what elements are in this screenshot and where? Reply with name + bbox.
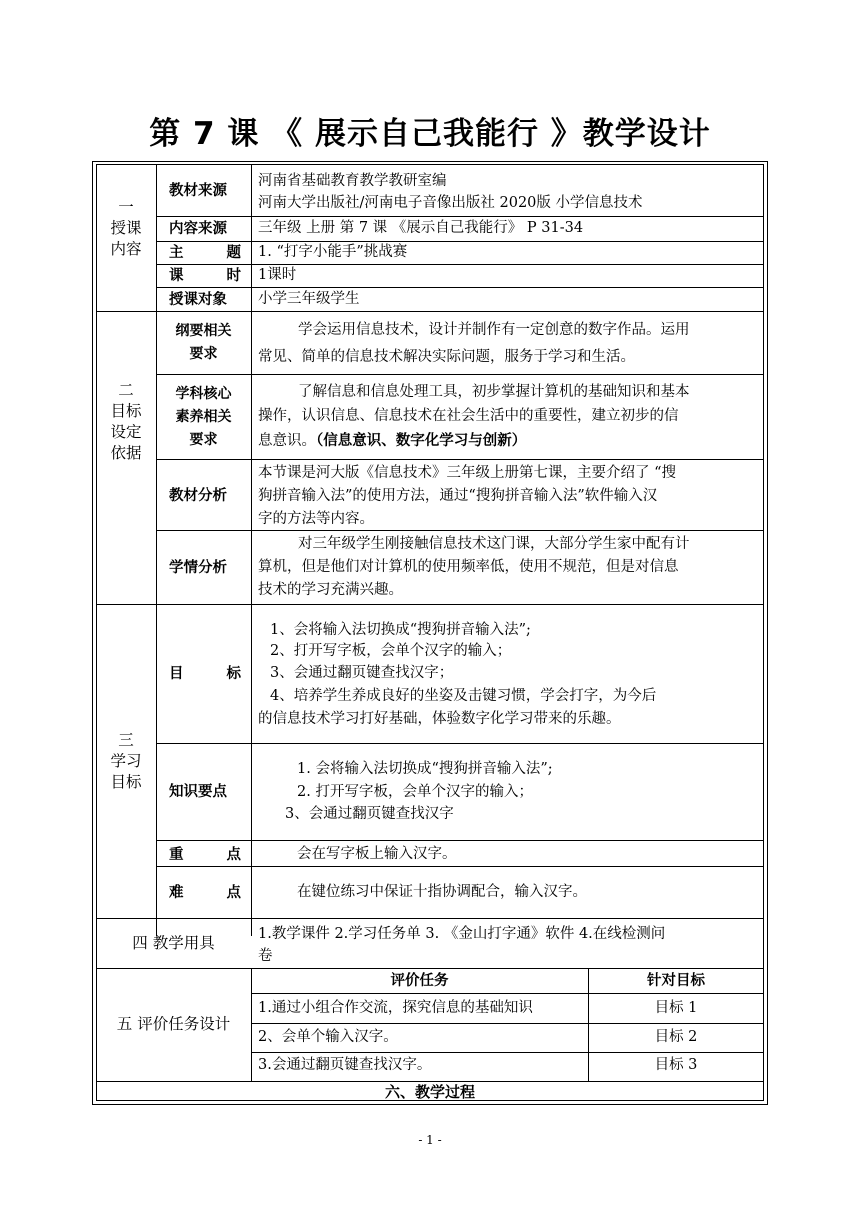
section-line: [96, 311, 764, 312]
row-line: [156, 530, 764, 531]
row-line: [156, 743, 764, 744]
row-line: [156, 287, 764, 288]
section-5-label: 五 评价任务设计: [116, 1015, 231, 1033]
source-text-2: 河南大学出版社/河南电子音像出版社 2020版 小学信息技术: [258, 195, 643, 211]
student-label: 学情分析: [169, 559, 227, 576]
page-number: - 1 -: [418, 1133, 442, 1147]
section-3-label: 三 学习 目标: [110, 731, 142, 791]
knowledge-text-1: 1. 会将输入法切换成“搜狗拼音输入法”;: [297, 761, 553, 777]
student-text-3: 技术的学习充满兴趣。: [258, 582, 403, 598]
content-value: 三年级 上册 第 7 课 《展示自己我能行》 P 31-34: [258, 220, 584, 236]
content-label: 内容来源: [169, 220, 227, 237]
textbook-text-3: 字的方法等内容。: [258, 511, 374, 527]
core-label: 学科核心 素养相关 要求: [175, 386, 232, 448]
syllabus-label: 纲要相关 要求: [175, 323, 232, 362]
section-line: [96, 968, 764, 969]
row-line: [156, 840, 764, 841]
row-line: [251, 1023, 764, 1024]
key-point-label: 重 点: [169, 846, 242, 863]
eval-target-3: 目标 3: [654, 1057, 698, 1073]
col-divider-label: [251, 164, 252, 936]
eval-target-1: 目标 1: [654, 1000, 698, 1016]
section-line: [96, 918, 764, 919]
source-label: 教材来源: [169, 182, 227, 199]
hours-value: 1课时: [258, 267, 297, 283]
key-point-text: 会在写字板上输入汉字。: [297, 846, 457, 862]
difficult-point-text: 在键位练习中保证十指协调配合，输入汉字。: [297, 884, 587, 900]
goal-text-4: 4、培养学生养成良好的坐姿及击键习惯，学会打字，为今后: [270, 688, 657, 704]
section-line: [96, 604, 764, 605]
knowledge-text-2: 2. 打开写字板，会单个汉字的输入；: [297, 784, 533, 800]
topic-value: 1. “打字小能手”挑战赛: [258, 244, 408, 260]
section-1-label: 一 授课 内容: [110, 198, 142, 258]
audience-label: 授课对象: [169, 291, 227, 308]
source-text-1: 河南省基础教育教学教研室编: [258, 173, 447, 189]
goal-text-1: 1、会将输入法切换成“搜狗拼音输入法”;: [270, 622, 531, 638]
eval-task-2: 2、会单个输入汉字。: [258, 1029, 398, 1045]
textbook-label: 教材分析: [169, 487, 227, 504]
row-line: [156, 241, 764, 242]
section-4-label: 四 教学用具: [132, 934, 215, 952]
section-line: [96, 1081, 764, 1082]
row-line: [156, 459, 764, 460]
eval-target-2: 目标 2: [654, 1029, 698, 1045]
textbook-text-2: 狗拼音输入法”的使用方法，通过“搜狗拼音输入法”软件输入汉: [258, 488, 658, 504]
student-text-2: 算机，但是他们对计算机的使用频率低，使用不规范，但是对信息: [258, 559, 679, 575]
student-text-1: 对三年级学生刚接触信息技术这门课，大部分学生家中配有计: [298, 536, 690, 552]
textbook-text-1: 本节课是河大版《信息技术》三年级上册第七课，主要介绍了 “搜: [258, 465, 677, 481]
row-line: [156, 264, 764, 265]
goal-text-2: 2、打开写字板，会单个汉字的输入；: [270, 643, 512, 659]
knowledge-text-3: 3、会通过翻页键查找汉字: [285, 806, 454, 822]
core-text-emphasis: （信息意识、数字化学习与创新）: [316, 432, 527, 449]
document-title: 第 7 课 《 展示自己我能行 》教学设计: [149, 116, 711, 152]
section-2-label: 二 目标 设定 依据: [110, 381, 142, 462]
hours-label: 课 时: [169, 267, 242, 284]
topic-label: 主 题: [169, 244, 242, 261]
row-line: [251, 993, 764, 994]
tools-text-1: 1.教学课件 2.学习任务单 3. 《金山打字通》软件 4.在线检测问: [258, 926, 666, 942]
goal-text-3: 3、会通过翻页键查找汉字；: [270, 665, 454, 681]
knowledge-label: 知识要点: [169, 783, 227, 800]
col-divider-section: [156, 164, 157, 936]
row-line: [156, 216, 764, 217]
eval-header-task: 评价任务: [390, 972, 449, 989]
eval-task-1: 1.通过小组合作交流，探究信息的基础知识: [258, 1000, 533, 1016]
tools-text-2: 卷: [258, 948, 273, 964]
row-line: [251, 1052, 764, 1053]
row-line: [156, 374, 764, 375]
eval-task-3: 3.会通过翻页键查找汉字。: [258, 1057, 432, 1073]
goal-label: 目 标: [169, 665, 242, 682]
row-line: [156, 866, 764, 867]
core-text-2: 操作，认识信息、信息技术在社会生活中的重要性，建立初步的信: [258, 408, 679, 424]
eval-header-target: 针对目标: [647, 972, 705, 989]
syllabus-text-2: 常见、简单的信息技术解决实际问题，服务于学习和生活。: [258, 349, 635, 365]
core-text-1: 了解信息和信息处理工具，初步掌握计算机的基础知识和基本: [298, 384, 690, 400]
difficult-point-label: 难 点: [169, 884, 242, 901]
teaching-process-heading: 六、教学过程: [384, 1083, 475, 1101]
syllabus-text-1: 学会运用信息技术，设计并制作有一定创意的数字作品。运用: [298, 322, 690, 338]
goal-text-5: 的信息技术学习打好基础，体验数字化学习带来的乐趣。: [258, 711, 621, 727]
core-text-3: 息意识。（信息意识、数字化学习与创新）: [258, 432, 527, 449]
audience-value: 小学三年级学生: [258, 291, 360, 307]
